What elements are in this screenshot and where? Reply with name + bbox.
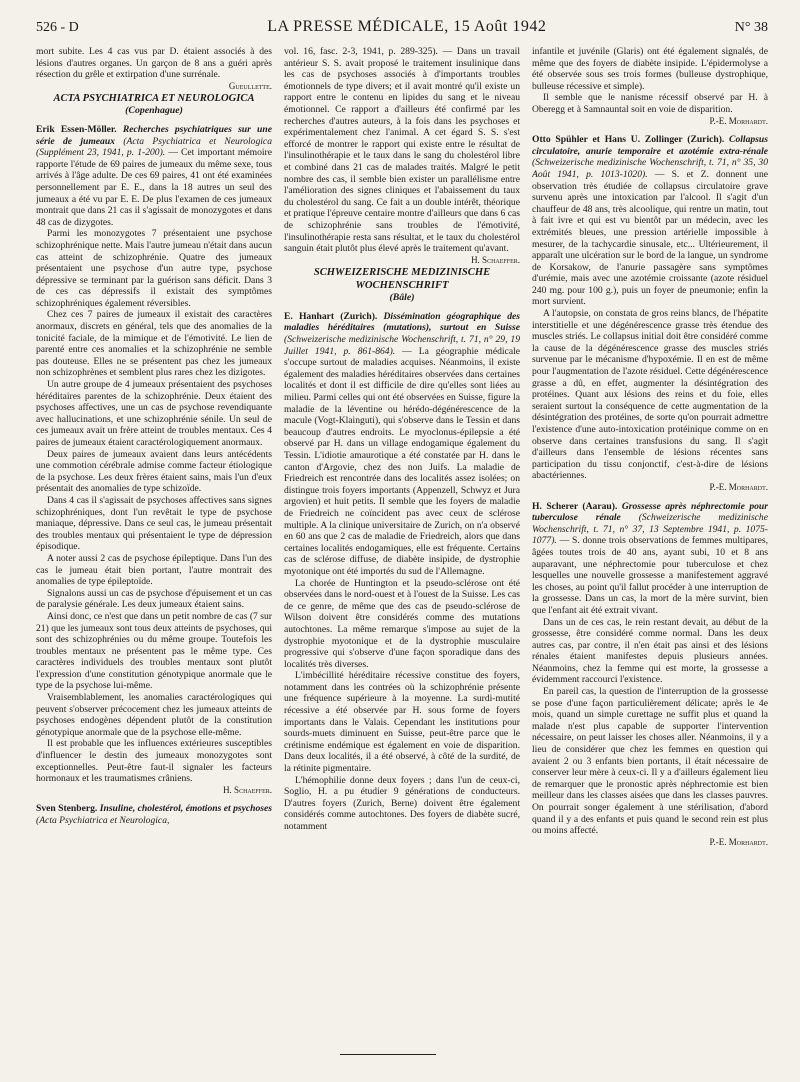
article-entry [36, 124, 272, 228]
column-2 [284, 46, 520, 1046]
article-text: — Cet important mémoire rapporte l'étude de 69 paires de jumeaux du même sexe, tous arrivés à l'âge adulte. De ces 69 paires, 41 ont été examinées personnellement par E. E., dans la 18 autres un seul des jumeaux a été vu par E. E. De plus l'examen de ces jumeaux montrait que dans 21 cas il s'agissait de monozygotes et dans 48 cas de dizygotes. [36, 147, 272, 228]
article-text: — S. donne trois observations de femmes multipares, âgées toutes trois de 40 ans, ayant subi, 10 et 8 ans auparavant, une néphrectomie pour tuberculose et chez lesquelles une nouvelle grossesse a manifestement aggravé les choses, au point qu'il fallut procéder à une interruption de la grossesse. Dans un cas, la mort de la mère survint, bien que l'enfant ait été extrait vivant. [532, 535, 768, 616]
signature: H. Schaeffer. [223, 784, 272, 795]
article-entry [532, 134, 768, 308]
article-entry [284, 311, 520, 578]
paragraph: Un autre groupe de 4 jumeaux présentaient des psychoses héréditaires parentes de la schizophrénie. Deux étaient des psychoses affectives, une un cas de psychose revendiquante avec hallucinations, et une schizophrénie sénile. Un seul de ces jumeaux avait un frère atteint de troubles mentaux. Ces 4 paires de jumeaux étaient caractérologiquement anormaux. [36, 379, 272, 448]
article-source: (Schweizerische medizinische Wochenschrift, t. 71, n° 29, 19 Juillet 1941, p. 861-864). [284, 334, 520, 357]
page-number: 526 - D [36, 20, 79, 35]
section-heading: SCHWEIZERISCHE MEDIZINISCHE WOCHENSCHRIFT [313, 267, 491, 292]
signature: P.-E. Morhardt. [709, 481, 768, 492]
article-title: Insuline, cholestérol, émotions et psychoses [99, 803, 272, 815]
article-title: Recherches psychiatriques sur une série de jumeaux [36, 123, 272, 147]
paragraph: Vraisemblablement, les anomalies caractérologiques qui peuvent s'observer précocement chez les jumeaux atteints de psychoses endogènes dépendent plutôt de la constitution génotypique anormale que de la psychose elle-même. [36, 692, 272, 738]
issue-number: N° 38 [734, 20, 768, 35]
section-location: (Bâle) [389, 292, 415, 304]
paragraph: mort subite. Les 4 cas vus par D. étaient associés à des lésions d'autres organes. Un garçon de 8 ans a guéri après résection du grêle et extirpation d'une surrénale. [36, 46, 272, 81]
paragraph: A noter aussi 2 cas de psychose épileptique. Dans l'un des cas le jumeau était bien portant, l'autre montrait des anomalies de type épileptoïde. [36, 552, 272, 588]
column-3 [532, 46, 768, 1046]
article-entry [532, 501, 768, 617]
paragraph: infantile et juvénile (Glaris) ont été également signalés, de même que des foyers de diabète insipide. L'épidermolyse a été observée sous ses trois formes (bulleuse dystrophique, bulleuse récessive et simple). [532, 46, 768, 92]
issue-date: 15 Août 1942 [453, 18, 547, 35]
paragraph: A l'autopsie, on constata de gros reins blancs, de l'hépatite interstitielle et une dégénérescence grasse très étendue des muscles striés. Le collapsus initial doit être considéré comme la cause de la dégénérescence grasse des muscles striés survenue par le mécanisme d'hypoxémie. Il en est de même pour l'augmentation de l'azote résiduel. Cette dégénérescence grasse a dû, en effet, augmenter la désintégration des protéines. Quant aux lésions des reins et du foie, elles seraient surtout la conséquence de cette augmentation de la désintégration des protéines, de sorte qu'on pourrait admettre l'existence d'une auto-intoxication protéinique comme on en observe dans certaines transfusions du sang. Il s'agit d'ailleurs dans l'ensemble de lésions récentes sans participation du tissu conjonctif, c'est-à-dire de lésions abactériennes. [532, 308, 768, 482]
article-author: E. Hanhart (Zurich). [284, 310, 378, 322]
paragraph: L'hémophilie donne deux foyers ; dans l'un de ceux-ci, Soglio, H. a pu étudier 9 générations de conducteurs. D'autres foyers (Zurich, Berne) doivent être également considérés comme autochtones. Des foyers de diabète sucré, notamment [284, 774, 520, 832]
article-author: Erik Essen-Möller. [36, 123, 117, 135]
article-title: Dissémination géographique des maladies héréditaires (mutations), surtout en Suisse [284, 310, 520, 334]
article-source: (Schweizerische medizinische Wochenschrift, t. 71, n° 35, 30 Août 1941, p. 1013-1020). [532, 157, 768, 180]
column-1 [36, 46, 272, 1046]
article-author: Otto Spühler et Hans U. Zollinger (Zurich). [532, 134, 725, 146]
section-heading: ACTA PSYCHIATRICA ET NEUROLOGICA [53, 93, 255, 105]
signature: Gueullette. [228, 80, 272, 91]
paragraph: Signalons aussi un cas de psychose d'épuisement et un cas de paralysie générale. Les deux jumeaux étaient sains. [36, 587, 272, 611]
article-author: H. Scherer (Aarau). [532, 500, 618, 512]
paragraph: Il semble que le nanisme récessif observé par H. à Oberegg et à Samnauntal soit en voie de disparition. [532, 92, 768, 115]
paragraph: Parmi les monozygotes 7 présentaient une psychose schizophrénique nette. Mais l'autre jumeau n'était dans aucun cas atteint de schizophrénie. Quatre des jumeaux présentaient une psychose d'un autre type, psychose dépressive se terminant par la guérison sans déficit. Dans 3 de ces cas dépressifs il existait des symptômes schizophréniques également réversibles. [36, 228, 272, 309]
paragraph: Deux paires de jumeaux avaient dans leurs antécédents une commotion cérébrale admise comme facteur étiologique de la psychose. Les deux frères étaient sains, mais l'un d'eux présentait des anomalies de type schizoïde. [36, 448, 272, 495]
article-author: Sven Stenberg. [36, 803, 98, 815]
signature: H. Schaeffer. [471, 254, 520, 265]
article-source: (Schweizerische medizinische Wochenschrift, t. 71, n° 37, 13 Septembre 1941, p. 1075-1077). [532, 512, 768, 547]
end-rule [340, 1054, 436, 1055]
article-text: — S. et Z. donnent une observation très étudiée de collapsus circulatoire grave survenu après une intoxication par l'alcool. Il s'agit d'un chauffeur de 48 ans, très alcoolique, qui rentre un matin, tout à fait ivre et qui est vu bientôt par un médecin, avec les extrémités bleues, une pression artérielle impossible à mesurer, de la tachycardie sinusale, etc... Ultérieurement, il apparaît une ulcération sur le bord de la langue, un syndrome de Korsakow, de l'anurie passagère sans symptômes d'urémie, mais avec une azotémie croissante (azote résiduel 240 mg. pour 100 g.), puis un foyer de pneumonie; enfin la mort survient. [532, 168, 768, 308]
article-source: (Acta Psychiatrica et Neurologica, [36, 815, 170, 826]
article-source: (Acta Psychiatrica et Neurologica (Supplément 23, 1941, p. 1-200). [36, 135, 272, 159]
section-location: (Copenhague) [125, 105, 183, 117]
paragraph: La chorée de Huntington et la pseudo-sclérose ont été observées dans le nord-ouest et à l'ouest de la Suisse. Les cas de ce genre, de même que des cas de pseudo-sclérose de Wilson doivent être considérés comme des mutations autochtones. La même remarque s'impose au sujet de la dystrophie myotonique et de la dystrophie musculaire progressive qui s'observe d'une façon sporadique dans des localités très diverses. [284, 577, 520, 670]
article-title: Collapsus circulatoire, anurie temporaire et azotémie extra-rénale [532, 134, 768, 157]
paragraph: Il est probable que les influences extérieures susceptibles d'influencer le destin des jumeaux monozygotes sont exceptionnelles. Peut-être faut-il signaler les facteurs hormonaux et les traumatismes crâniens. [36, 738, 272, 785]
article-columns [36, 46, 768, 1046]
journal-name: LA PRESSE MÉDICALE, [267, 18, 449, 35]
paragraph: Dans 4 cas il s'agissait de psychoses affectives sans signes schizophréniques, dont l'un revêtait le type de psychose maniaque, dépressive. Dans ce seul cas, le jumeau présentait des troubles mentaux qui présentaient le type de dépression épisodique. [36, 494, 272, 553]
paragraph: Ainsi donc, ce n'est que dans un petit nombre de cas (7 sur 21) que les jumeaux sont tous deux atteints de psychoses, qui sont des schizophrénies ou du même groupe. Toutefois les troubles mentaux ne présentent pas le même type. Ces caractères individuels des troubles mentaux sont plutôt l'expression d'une constitution génotypique anormale que le type de la psychose lui-même. [36, 610, 272, 692]
paragraph: Dans un de ces cas, le rein restant devait, au début de la grossesse, être considéré comme normal. Dans les deux autres cas, par contre, il n'en était pas ainsi et des lésions rénales étaient manifestes depuis plusieurs années. Néanmoins, chez la femme qui est morte, la grossesse a évidemment raccourci l'existence. [532, 616, 768, 686]
article-title: Grossesse après néphrectomie pour tuberculose rénale [532, 500, 768, 524]
page-header [36, 18, 768, 40]
journal-title [267, 18, 546, 36]
article-text: — La géographie médicale s'occupe surtout de maladies acquises. Néanmoins, il existe également des maladies héréditaires observées dans certaines localités et dont il est difficile de dire qu'elles sont liées au milieu. Parmi celles qui ont été observées en Suisse, figure la maladie de la léventine ou hérédo-dégénérescence de la macule (Vogt-Klainguti), qui s'observe dans le Tessin et dans beaucoup d'autres endroits. Le myoclonus-épilepsie a été observé par H. dans un village endogamique également du Tessin. L'idiotie amaurotique a été constatée par H. dans le canton d'Argovie, chez des non Juifs. La maladie de Friedreich est rencontrée dans des localités assez isolées; on distingue trois foyers importants (Appenzell, Schwyz et Jura argovien) et huit petits. Il semble que les foyers de maladie de Friedreich ne coïncident pas avec ceux de sclérose multiple. A la clinique universitaire de Zurich, on n'a observé en 60 ans que 2 cas de maladie de Friedreich, alors que dans certaines localités endogamiques, elle est fréquente. Certains cas de sclérose diffuse, de diabète insipide, de dystrophie myotonique ont été importés du sud de l'Allemagne. [284, 345, 520, 577]
signature: P.-E. Morhardt. [709, 115, 768, 126]
paragraph: En pareil cas, la question de l'interruption de la grossesse se pose d'une façon particulièrement délicate; après le 4e mois, quand un simple curettage ne suffit plus et quand la malade n'est plus capable de supporter l'intervention nécessaire, on peut laisser les choses aller. Néanmoins, il y a lieu de considérer que chez les femmes en question qui avaient 2 ou 3 enfants bien portants, il était nécessaire de conserver leur mère à ceux-ci. Il y a d'ailleurs également lieu de remarquer que le pronostic après néphrectomie est bien meilleur dans les classes aisées que dans les classes pauvres. On pourrait songer également à une stérilisation, d'abord quand il y a des enfants et puis quand le second rein est plus ou moins affecté. [532, 686, 768, 837]
paragraph: vol. 16, fasc. 2-3, 1941, p. 289-325). — Dans un travail antérieur S. S. avait proposé le traitement insulinique dans les cas de psychoses associés à d'importants troubles émotionnels de type divers; et il avait montré qu'il existe un rapport entre le contenu en lipides du sang et le niveau émotionnel. Ce rapport a d'ailleurs été confirmé par les recherches d'autres auteurs, à la fois dans les psychoses et expérimentalement chez l'animal. A cet égard S. S. s'est efforcé de montrer le rapport qui existe entre le résultat de l'insulinothérapie et le taux dans le sang du cholestérol libre et combiné dans 21 cas de malades traités. Malgré le petit nombre des cas, il semble bien exister un parallélisme entre l'amélioration des signes cliniques et l'abaissement du taux du cholestérol du sang. Ce fait a un double intérêt, théorique et pratique l'épreuve centaire montre d'ailleurs que dans 6 cas de schizophrénie sans troubles de l'émotivité, l'insulinothérapie resta sans résultat, et le taux du cholestérol sanguin était plutôt plus élevé après le traitement qu'avant. [284, 46, 520, 255]
paragraph: L'imbécillité héréditaire récessive constitue des foyers, notamment dans les contrées où la schizophrénie présente une fréquence supérieure à la moyenne. La surdi-mutité récessive a été observée par H. sous forme de foyers importants dans le Valais. Cependant les institutions pour sourds-muets diminuent en Suisse, peut-être parce que le crétinisme endémique est également en voie de disparition. Dans deux localités, il a été observé, à côté de la surdité, de la rétinite pigmentaire. [284, 670, 520, 775]
article-entry [36, 803, 272, 826]
signature: P.-E. Morhardt. [709, 836, 768, 847]
paragraph: Chez ces 7 paires de jumeaux il existait des caractères anormaux, discrets en général, tels que des anomalies de la tonicité faciale, de la mimique et de l'émotivité. Le lien de parenté entre ces anomalies et la schizophrénie ne semble pas douteuse. Elles ne se présentent pas chez les jumeaux non schizophrènes et semblent plus rares chez les dizigotes. [36, 309, 272, 379]
